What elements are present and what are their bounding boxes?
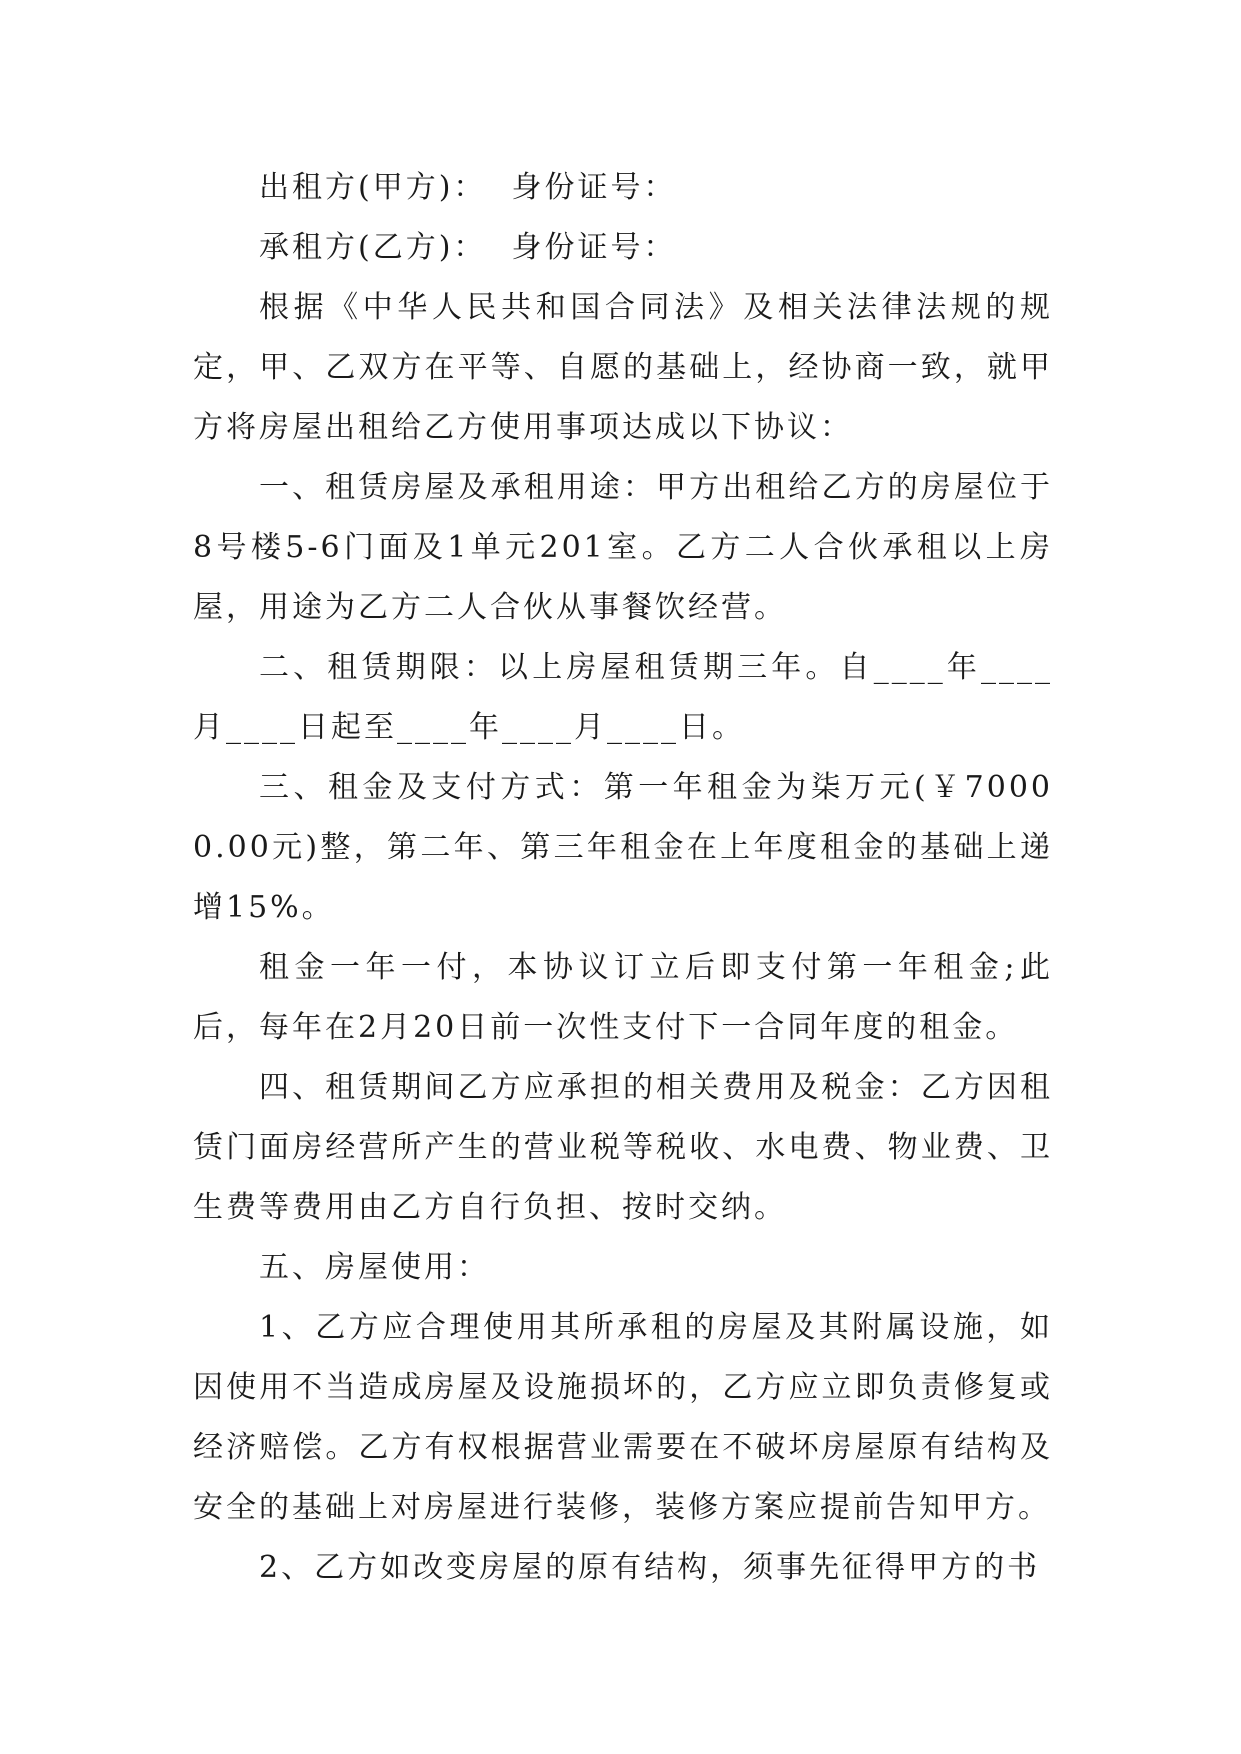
clause-3-rent-payment: 三、租金及支付方式：第一年租金为柒万元(￥70000.00元)整，第二年、第三年租金在上年度租金的基础上递增15%。 xyxy=(193,770,1053,925)
lessor-line: 出租方(甲方)： 身份证号： xyxy=(259,170,677,205)
preamble-paragraph: 根据《中华人民共和国合同法》及相关法律法规的规定，甲、乙双方在平等、自愿的基础上，经协商一致，就甲方将房屋出租给乙方使用事项达成以下协议： xyxy=(193,290,1053,445)
clause-4-fees-taxes: 四、租赁期间乙方应承担的相关费用及税金：乙方因租赁门面房经营所产生的营业税等税收、水电费、物业费、卫生费等费用由乙方自行负担、按时交纳。 xyxy=(193,1070,1053,1225)
contract-body xyxy=(193,158,1053,1598)
clause-5-item-1: 1、乙方应合理使用其所承租的房屋及其附属设施，如因使用不当造成房屋及设施损坏的，乙方应立即负责修复或经济赔偿。乙方有权根据营业需要在不破坏房屋原有结构及安全的基础上对房屋进行装修，装修方案应提前告知甲方。 xyxy=(193,1310,1053,1525)
clause-5-item-2: 2、乙方如改变房屋的原有结构，须事先征得甲方的书 xyxy=(259,1550,1041,1585)
clause-3-payment-schedule: 租金一年一付，本协议订立后即支付第一年租金;此后，每年在2月20日前一次性支付下一合同年度的租金。 xyxy=(193,950,1053,1045)
clause-1-premises-use: 一、租赁房屋及承租用途：甲方出租给乙方的房屋位于8号楼5-6门面及1单元201室。乙方二人合伙承租以上房屋，用途为乙方二人合伙从事餐饮经营。 xyxy=(193,470,1053,625)
lessee-line: 承租方(乙方)： 身份证号： xyxy=(259,230,677,265)
clause-2-lease-term: 二、租赁期限：以上房屋租赁期三年。自____年____月____日起至____年____月____日。 xyxy=(193,650,1053,745)
clause-5-heading: 五、房屋使用： xyxy=(259,1250,490,1285)
